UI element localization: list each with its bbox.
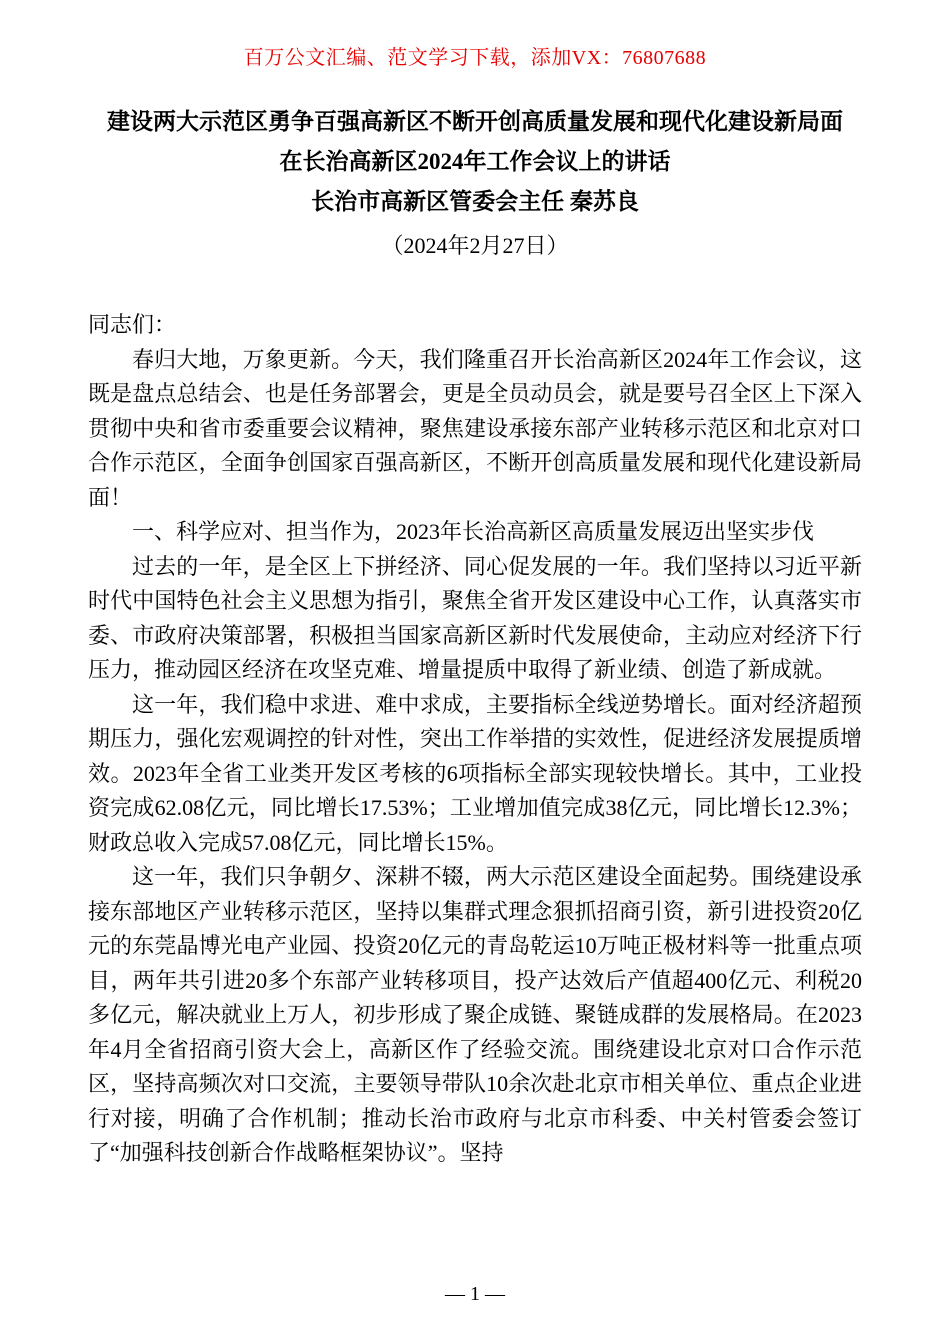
date-line: （2024年2月27日） [381, 233, 569, 258]
paragraph-review-year: 过去的一年，是全区上下拼经济、同心促发展的一年。我们坚持以习近平新时代中国特色社会主义思想为指引，聚焦全省开发区建设中心工作，认真落实市委、市政府决策部署，积极担当国家高新区新时代发展使命，主动应对经济下行压力，推动园区经济在攻坚克难、增量提质中取得了新业绩、创造了新成就。 [88, 553, 862, 682]
title-block [88, 102, 862, 266]
speaker-line: 长治市高新区管委会主任 秦苏良 [311, 189, 639, 214]
document-title: 建设两大示范区勇争百强高新区不断开创高质量发展和现代化建设新局面 [107, 109, 843, 134]
promo-notice: 百万公文汇编、范文学习下载，添加VX：76807688 [243, 47, 707, 69]
section-heading-1: 一、科学应对、担当作为，2023年长治高新区高质量发展迈出坚实步伐 [132, 519, 815, 544]
document-subtitle: 在长治高新区2024年工作会议上的讲话 [279, 149, 671, 174]
page-number: — 1 — [445, 1283, 505, 1305]
paragraph-opening: 春归大地，万象更新。今天，我们隆重召开长治高新区2024年工作会议，这既是盘点总结会、也是任务部署会，更是全员动员会，就是要号召全区上下深入贯彻中央和省市委重要会议精神，聚焦建设承接东部产业转移示范区和北京对口合作示范区，全面争创国家百强高新区，不断开创高质量发展和现代化建设新局面！ [88, 346, 862, 510]
paragraph-demonstration-zones: 这一年，我们只争朝夕、深耕不辍，两大示范区建设全面起势。围绕建设承接东部地区产业转移示范区，坚持以集群式理念狠抓招商引资，新引进投资20亿元的东莞晶博光电产业园、投资20亿元的青岛乾运10万吨正极材料等一批重点项目，两年共引进20多个东部产业转移项目，投产达效后产值超400亿元、利税20多亿元，解决就业上万人，初步形成了聚企成链、聚链成群的发展格局。在2023年4月全省招商引资大会上，高新区作了经验交流。围绕建设北京对口合作示范区，坚持高频次对口交流，主要领导带队10余次赴北京市相关单位、重点企业进行对接，明确了合作机制；推动长治市政府与北京市科委、中关村管委会签订了“加强科技创新合作战略框架协议”。坚持 [88, 864, 862, 1165]
salutation: 同志们： [88, 312, 177, 337]
document-body [88, 308, 862, 1171]
paragraph-indicators: 这一年，我们稳中求进、难中求成，主要指标全线逆势增长。面对经济超预期压力，强化宏观调控的针对性，突出工作举措的实效性，促进经济发展提质增效。2023年全省工业类开发区考核的6项指标全部实现较快增长。其中，工业投资完成62.08亿元，同比增长17.53%；工业增加值完成38亿元，同比增长12.3%；财政总收入完成57.08亿元，同比增长15%。 [88, 691, 862, 855]
